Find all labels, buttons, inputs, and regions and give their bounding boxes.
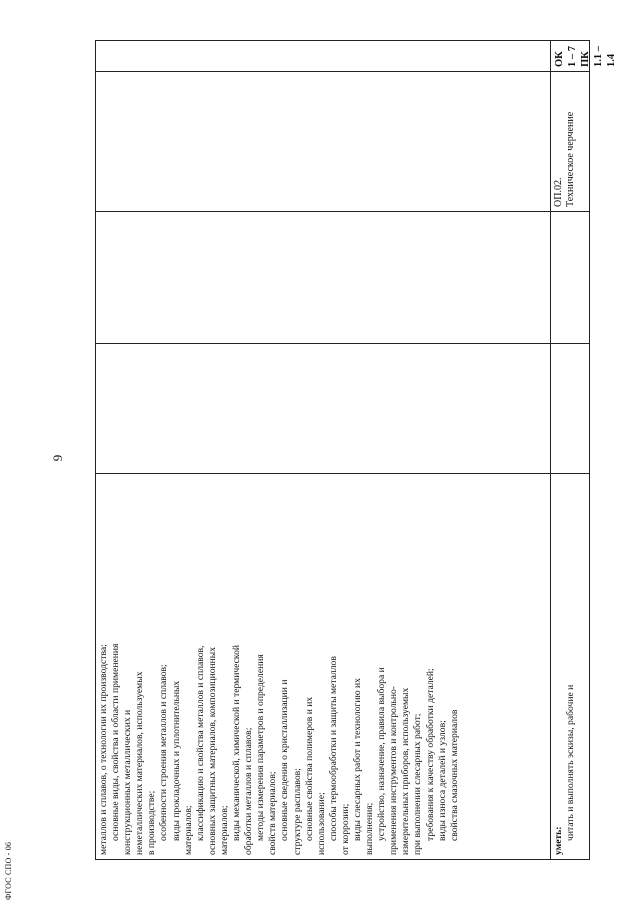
knowledge-line: способы термообработки и защиты металлов [327, 656, 339, 841]
competency-ok: ОК 1 – 7 [554, 46, 578, 67]
knowledge-line: виды прокладочных и уплотнительных [170, 680, 182, 841]
discipline-name: Техническое черчение [565, 111, 576, 207]
knowledge-line: виды износа деталей и узлов; [436, 720, 448, 841]
knowledge-line: конструкционных металлических и [122, 709, 134, 855]
knowledge-line: металлов и сплавов, о технологии их производства; [98, 644, 109, 855]
knowledge-line: свойства смазочных материалов [448, 709, 460, 841]
knowledge-line: от коррозии; [339, 803, 351, 855]
knowledge-line: основные сведения о кристаллизации и [279, 679, 291, 841]
knowledge-line: выполнения; [364, 802, 376, 855]
knowledge-line: структуре расплавов; [291, 768, 303, 855]
knowledge-line: при выполнении слесарных работ; [412, 713, 424, 855]
knowledge-line: основные свойства полимеров и их [303, 696, 315, 841]
knowledge-line: свойств материалов; [267, 771, 279, 855]
knowledge-line: классификацию и свойства металлов и сплавов, [194, 645, 206, 841]
table-row-knowledge [96, 41, 551, 859]
knowledge-line: применения инструментов и контрольно- [388, 685, 400, 855]
knowledge-line: требования к качеству обработки деталей; [424, 668, 436, 841]
empty-cell-hours-max-2 [551, 343, 589, 473]
empty-cell-discipline [96, 71, 550, 211]
discipline-code: ОП.02. [553, 177, 564, 207]
knowledge-line: измерительных приборов, используемых [400, 687, 412, 855]
discipline-cell [551, 71, 589, 211]
competencies-cell [551, 41, 617, 71]
empty-cell-hours-max [96, 343, 550, 473]
page-number: 9 [50, 454, 65, 462]
skills-first-line: читать и выполнять эскизы, рабочие и [565, 684, 577, 841]
knowledge-cell [96, 473, 550, 859]
skills-cell [551, 473, 589, 859]
empty-cell-competencies [96, 41, 550, 71]
knowledge-line: методы измерения параметров и определения [255, 654, 267, 841]
knowledge-line: особенности строения металлов и сплавов; [158, 664, 170, 841]
competency-pk: ПК 1.1 – 1.4 [580, 46, 617, 67]
knowledge-line: материалов; [218, 805, 230, 855]
knowledge-line: основных защитных материалов, композиционных [206, 646, 218, 855]
empty-cell-hours-required-2 [551, 211, 589, 343]
knowledge-line: материалов; [182, 805, 194, 855]
knowledge-line: виды слесарных работ и технологию их [351, 678, 363, 841]
table-row-skills [551, 41, 617, 859]
empty-cell-hours-required [96, 211, 550, 343]
knowledge-list [98, 478, 461, 855]
knowledge-line: виды механической, химической и термической [231, 644, 243, 841]
knowledge-line: основные виды, свойства и области применения [110, 643, 122, 841]
knowledge-line: в производстве; [146, 790, 158, 855]
knowledge-line: неметаллических материалов, используемых [134, 671, 146, 855]
knowledge-line: обработки металлов и сплавов; [243, 727, 255, 855]
standards-table [95, 40, 617, 860]
skills-heading: уметь: [553, 826, 564, 855]
knowledge-line: использование; [315, 792, 327, 855]
footer-code: ФГОС СПО - 06 [4, 841, 13, 900]
knowledge-line: устройство, назначение, правила выбора и [376, 667, 388, 841]
